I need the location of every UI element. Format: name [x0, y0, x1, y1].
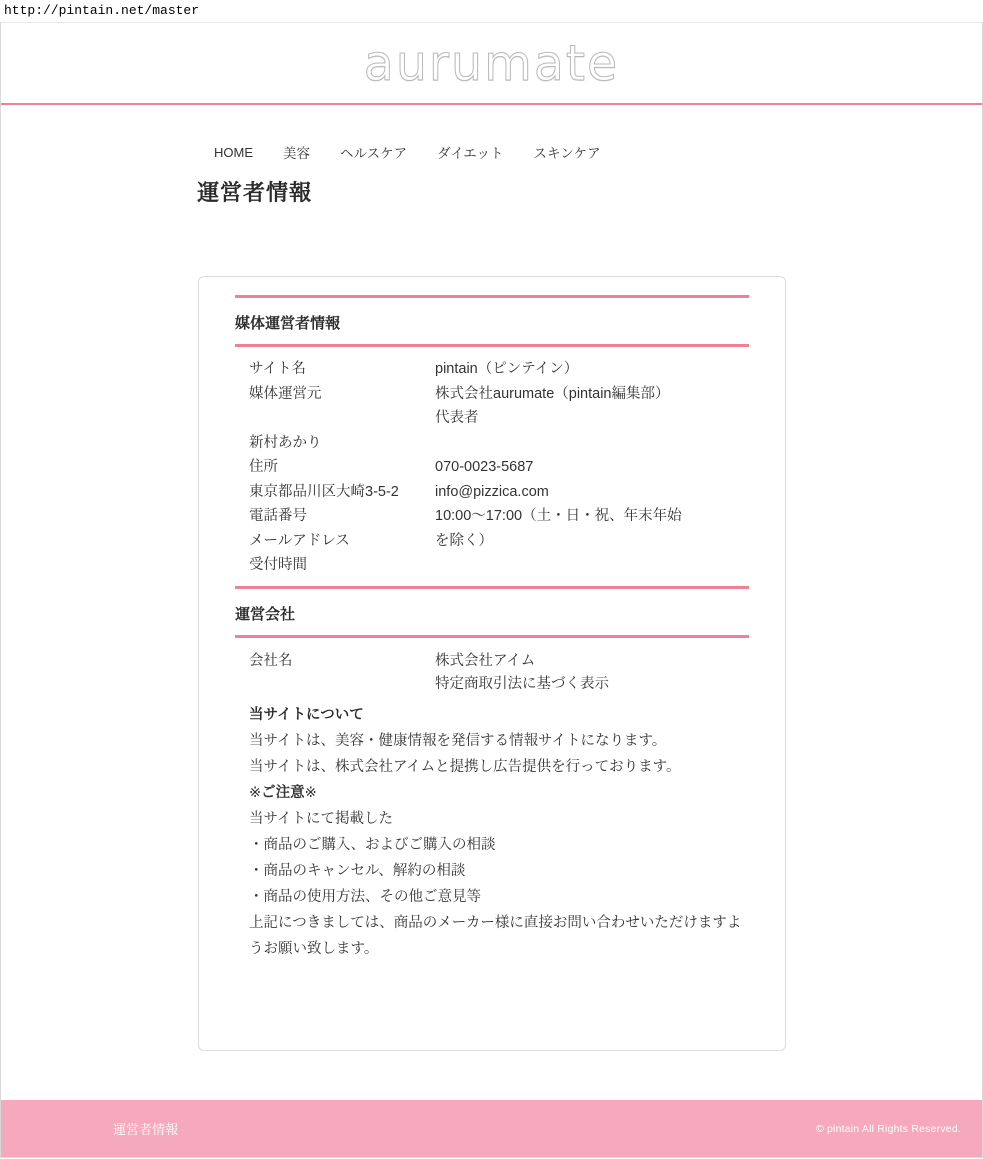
about-bullet-3: ・商品の使用方法、その他ご意見等 — [249, 888, 481, 905]
info-term: 東京都品川区大崎3-5-2 — [249, 483, 399, 500]
site-footer — [1, 1100, 982, 1157]
about-bullet-1: ・商品のご購入、およびご購入の相談 — [249, 836, 496, 853]
info-term: メールアドレス — [249, 532, 350, 549]
browser-url-bar[interactable]: http://pintain.net/master — [0, 0, 983, 22]
about-caution-line — [249, 780, 749, 806]
caution-label: ご注意 — [261, 784, 305, 801]
main-navigation — [1, 105, 982, 162]
info-desc: 株式会社アイム — [435, 652, 536, 669]
info-row — [235, 529, 749, 554]
section-heading-media-operator: 媒体運営者情報 — [235, 295, 749, 347]
about-heading: 当サイトについて — [249, 706, 364, 723]
operator-info-card — [198, 276, 786, 1051]
info-desc — [435, 431, 749, 456]
info-row — [235, 650, 749, 673]
info-row — [235, 357, 749, 382]
info-desc — [435, 553, 749, 578]
info-desc-legal-link[interactable]: 特定商取引法に基づく表示 — [435, 675, 609, 692]
nav-item-diet[interactable]: ダイエット — [437, 146, 504, 161]
about-bullet-2: ・商品のキャンセル、解約の相談 — [249, 862, 466, 879]
info-row — [235, 406, 749, 431]
info-term: 媒体運営元 — [249, 385, 322, 402]
info-desc: を除く） — [435, 532, 493, 549]
about-line-4: 上記につきましては、商品のメーカー様に直接お問い合わせいただけますようお願い致します。 — [249, 914, 742, 957]
nav-item-home[interactable]: HOME — [214, 144, 253, 160]
about-site-block — [235, 696, 749, 962]
info-desc: 070-0023-5687 — [435, 459, 534, 475]
nav-item-healthcare[interactable]: ヘルスケア — [340, 146, 408, 161]
media-operator-list — [235, 347, 749, 578]
info-desc: 代表者 — [435, 410, 479, 426]
caution-suffix: ※ — [304, 784, 317, 801]
page-title: 運営者情報 — [197, 180, 313, 205]
info-desc: 株式会社aurumate（pintain編集部） — [435, 385, 670, 402]
info-desc: pintain（ピンテイン） — [435, 361, 579, 377]
site-header — [1, 23, 982, 105]
info-term — [235, 673, 435, 696]
info-row — [235, 673, 749, 696]
info-desc: info@pizzica.com — [435, 483, 549, 500]
about-line-2: 当サイトは、株式会社アイムと提携し広告提供を行っております。 — [249, 758, 681, 775]
footer-copyright: © pintain All Rights Reserved. — [815, 1122, 961, 1135]
info-term: 住所 — [249, 459, 278, 475]
info-term: 受付時間 — [249, 557, 307, 573]
info-row — [235, 480, 749, 505]
page-frame — [0, 22, 983, 1158]
info-desc: 10:00〜17:00（土・日・祝、年末年始 — [435, 508, 682, 524]
about-line-3: 当サイトにて掲載した — [249, 810, 393, 827]
nav-item-skincare[interactable]: スキンケア — [533, 146, 601, 161]
footer-link-operator-info[interactable]: 運営者情報 — [113, 1122, 179, 1137]
nav-item-beauty[interactable]: 美容 — [283, 146, 310, 161]
info-term: 会社名 — [249, 652, 293, 669]
about-line-1: 当サイトは、美容・健康情報を発信する情報サイトになります。 — [249, 732, 667, 749]
info-row — [235, 553, 749, 578]
info-term — [235, 406, 435, 431]
info-row — [235, 455, 749, 480]
info-term: 電話番号 — [249, 508, 307, 524]
info-term: サイト名 — [249, 361, 306, 377]
operating-company-list — [235, 638, 749, 696]
info-row — [235, 504, 749, 529]
site-logo[interactable]: aurumate — [363, 34, 620, 92]
info-term: 新村あかり — [249, 434, 322, 451]
section-heading-operating-company: 運営会社 — [235, 586, 749, 638]
caution-prefix: ※ — [249, 784, 262, 801]
info-row — [235, 382, 749, 407]
info-row — [235, 431, 749, 456]
